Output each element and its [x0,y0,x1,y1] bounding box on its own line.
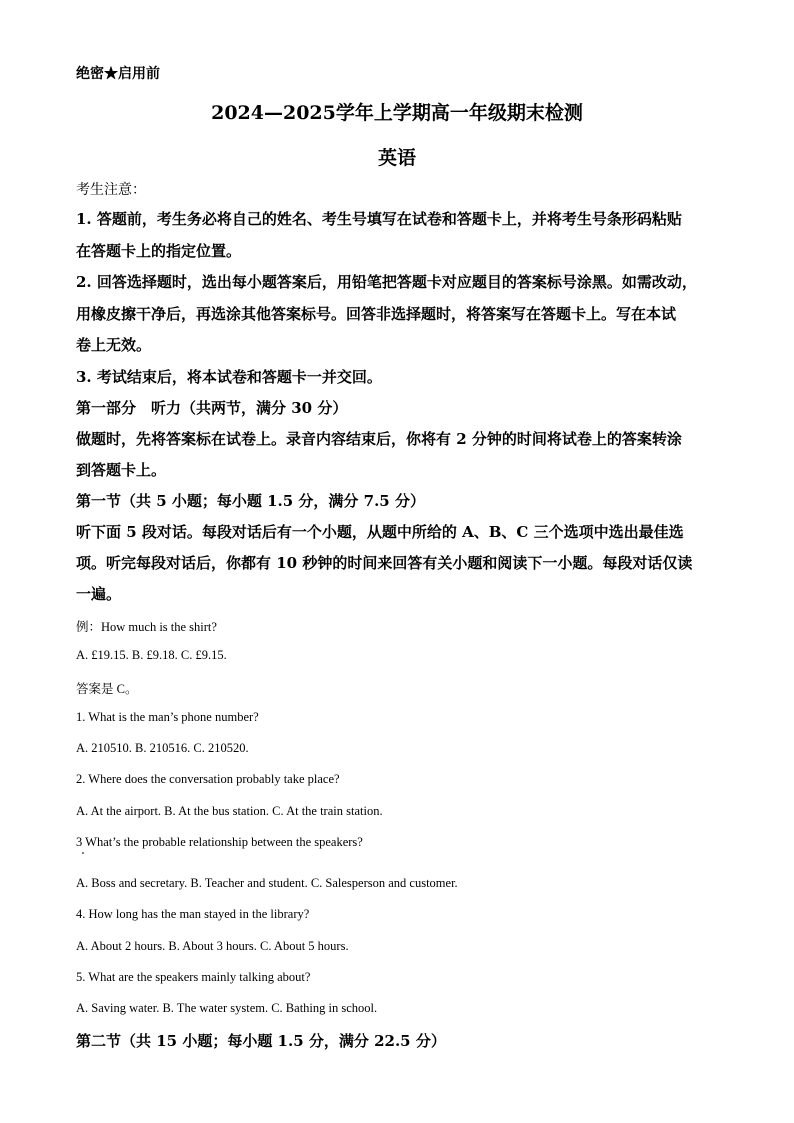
part1-intro-line-1: 做题时，先将答案标在试卷上。录音内容结束后，你将有 2 分钟的时间将试卷上的答案转涂 [76,430,682,448]
section1-instruction-line-2: 项。听完每段对话后，你都有 10 秒钟的时间来回答有关小题和阅读下一小题。每段对话仅读 [76,554,693,572]
question-4: 4. How long has the man stayed in the library? [76,907,310,921]
example-question: 例：How much is the shirt? [76,620,217,634]
question-5-options: A. Saving water. B. The water system. C. Bathing in school. [76,1001,378,1015]
question-5: 5. What are the speakers mainly talking about? [76,970,311,984]
section1-instruction-line-1: 听下面 5 段对话。每段对话后有一个小题，从题中所给的 A、B、C 三个选项中选出最佳选 [76,523,684,541]
question-3-options: A. Boss and secretary. B. Teacher and student. C. Salesperson and customer. [76,876,458,890]
example-options: A. £19.15. B. £9.18. C. £9.15. [76,648,227,662]
question-2-options: A. At the airport. B. At the bus station. C. At the train station. [76,804,383,818]
question-3: 3 What’s the probable relationship between the speakers? [76,835,363,849]
notice-item-1-line-2: 在答题卡上的指定位置。 [76,242,242,260]
stray-dot-mark [82,852,84,854]
example-answer: 答案是 C。 [76,682,138,696]
section1-heading: 第一节（共 5 小题；每小题 1.5 分，满分 7.5 分） [76,492,425,510]
question-1: 1. What is the man’s phone number? [76,710,259,724]
confidential-label: 绝密★启用前 [76,66,160,82]
exam-title: 2024—2025学年上学期高一年级期末检测 [211,102,583,124]
part1-heading: 第一部分 听力（共两节，满分 30 分） [76,399,348,417]
notice-item-1-line-1: 1. 答题前，考生务必将自己的姓名、考生号填写在试卷和答题卡上，并将考生号条形码粘贴 [76,210,682,228]
subject-title: 英语 [377,147,416,169]
question-2: 2. Where does the conversation probably take place? [76,772,340,786]
question-4-options: A. About 2 hours. B. About 3 hours. C. About 5 hours. [76,939,349,953]
section1-instruction-line-3: 一遍。 [76,585,122,603]
notice-item-2-line-2: 用橡皮擦干净后，再选涂其他答案标号。回答非选择题时，将答案写在答题卡上。写在本试 [76,305,677,323]
part1-intro-line-2: 到答题卡上。 [76,461,167,479]
question-1-options: A. 210510. B. 210516. C. 210520. [76,741,249,755]
section2-heading: 第二节（共 15 小题；每小题 1.5 分，满分 22.5 分） [76,1032,446,1050]
notice-heading: 考生注意： [76,182,146,198]
notice-item-2-line-1: 2. 回答选择题时，选出每小题答案后，用铅笔把答题卡对应题目的答案标号涂黑。如需改动， [76,273,697,291]
notice-item-2-line-3: 卷上无效。 [76,336,152,354]
notice-item-3: 3. 考试结束后，将本试卷和答题卡一并交回。 [76,368,382,386]
